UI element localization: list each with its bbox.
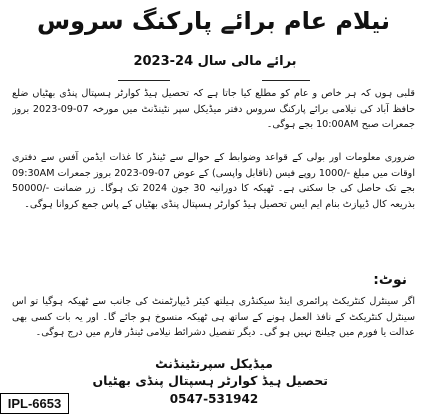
notice-title: نیلام عام برائے پارکنگ سروس xyxy=(36,7,390,35)
ipl-reference-badge: IPL-6653 xyxy=(0,393,69,414)
paragraph-terms: ضروری معلومات اور بولی کے قواعد وضوابط کے حوالے سے ٹینڈر کا غذات ایڈمن آفس سے دفتری اوقات میں مبلغ -/1000 روپے فیس (ناقابل واپسی) کے عوض 07-09-2023 بروز جمعرات 09:30AM بجے تک حاصل کی جا سکتی ہے۔ ٹھیکہ کا دورانیہ 30 جون 2024 تک ہوگا۔ زر ضمانت -/50000 بذریعہ کال ڈیپازٹ بنام ایم ایس تحصیل ہیڈ کوارٹر ہسپتال پنڈی بھٹیاں کے پاس جمع کروانا ہوگی۔ xyxy=(12,152,415,210)
contact-phone: 0547-531942 xyxy=(169,392,259,406)
right-decorative-line xyxy=(262,80,310,81)
left-decorative-line xyxy=(118,80,170,81)
signatory-office: تحصیل ہیڈ کوارٹر ہسپتال پنڈی بھٹیاں xyxy=(92,373,328,388)
fiscal-year: برائے مالی سال 24-2023 xyxy=(133,54,297,69)
paragraph-auction-date: قلبی ہوں کہ ہر خاص و عام کو مطلع کیا جاتا ہے کہ تحصیل ہیڈ کوارٹر ہسپتال پنڈی بھٹیاں ضلع حافظ آباد کی نیلامی برائے پارکنگ سروس دفتر میڈیکل سپر نٹینڈنٹ میں مورخہ 07-09-2023 بروز جمعرات صبح 10:00AM بجے ہوگی۔ xyxy=(12,88,415,130)
paragraph-note: اگر سینٹرل کنٹریکٹ پرائمری اینڈ سیکنڈری ہیلتھ کیئر ڈیپارٹمنٹ کی جانب سے ٹھیکہ ہوگیا تو اس سینٹرل کنٹریکٹ کے نافذ العمل ہونے کے ساتھ ہی ٹھیکہ منسوخ ہو جائے گا۔ اور یہ بات کسی بھی عدالت یا فورم میں چیلنج نہیں ہو گی۔ دیگر تفصیل دشرائط نیلامی ٹینڈر فارم میں درج ہوگی۔ xyxy=(12,296,415,338)
signatory-designation: میڈیکل سپرنٹینڈنٹ xyxy=(155,356,273,371)
note-heading: نوٹ: xyxy=(373,272,407,288)
